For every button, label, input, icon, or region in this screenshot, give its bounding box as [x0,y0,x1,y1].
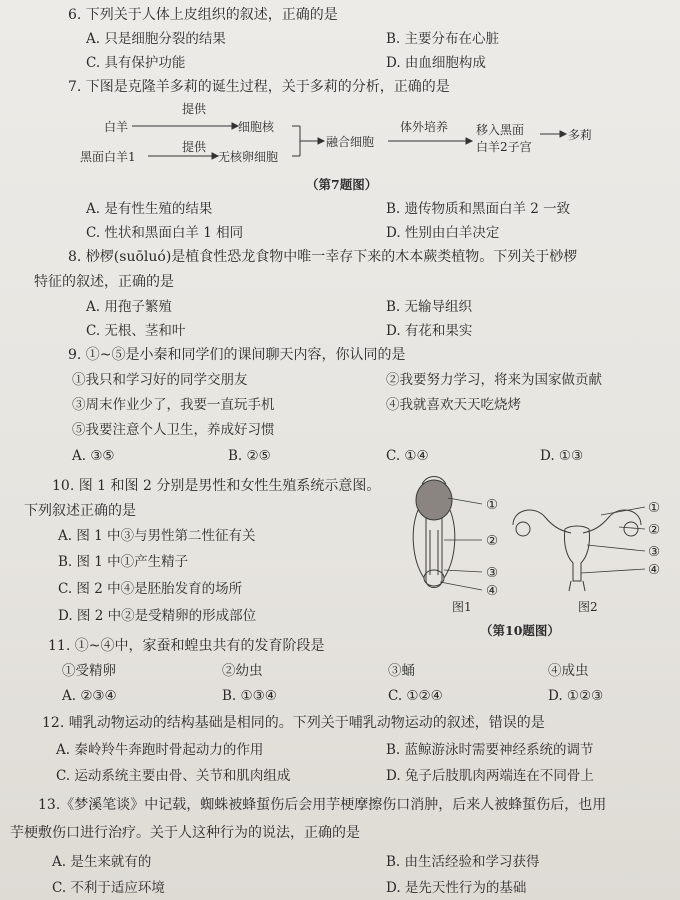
q10-option-c: C. 图 2 中④是胚胎发育的场所 [58,581,243,597]
q11-stem: 11. ①~④中，家蚕和蝗虫共有的发育阶段是 [48,638,325,654]
q8-stem-continued: 特征的叙述，正确的是 [34,274,174,290]
q7-label-nucleus: 细胞核 [238,120,275,134]
q7-option-c: C. 性状和黑面白羊 1 相同 [86,225,244,241]
q6-option-c: C. 具有保护功能 [86,55,186,71]
q11-option-c: C. ①②④ [388,688,443,704]
q11-stage-2: ②幼虫 [222,663,263,679]
q9-statement-3: ③周末作业少了，我要一直玩手机 [72,397,275,413]
figure-1-label-4: ④ [486,583,499,599]
q7-label-dolly: 多莉 [568,128,593,142]
q7-stem: 7. 下图是克隆羊多莉的诞生过程，关于多莉的分析，正确的是 [68,79,450,95]
q6-option-a: A. 只是细胞分裂的结果 [86,31,226,47]
q8-stem: 8. 桫椤(suōluó)是植食性恐龙食物中唯一幸存下来的木本蕨类植物。下列关于桫椤 [68,249,578,265]
figure-2-name: 图2 [578,600,598,614]
q7-label-transfer-1: 移入黑面 [476,123,525,137]
q7-label-black-sheep-1: 黑面白羊1 [80,150,136,164]
q7-flow-arrows [0,0,680,190]
q10-stem-continued: 下列叙述正确的是 [24,503,136,519]
q8-option-a: A. 用孢子繁殖 [86,299,172,315]
figure-2-label-1: ① [648,500,661,516]
q9-option-c: C. ①④ [386,448,429,464]
q9-stem: 9. ①~⑤是小秦和同学们的课间聊天内容，你认同的是 [68,347,406,363]
q7-option-b: B. 遗传物质和黑面白羊 2 一致 [386,201,571,217]
q13-stem-continued: 芋梗敷伤口进行治疗。关于人这种行为的说法，正确的是 [10,825,360,841]
q12-stem: 12. 哺乳动物运动的结构基础是相同的。下列关于哺乳动物运动的叙述，错误的是 [42,715,545,731]
figure-1-label-2: ② [486,533,499,549]
q9-statement-2: ②我要努力学习，将来为国家做贡献 [386,372,602,388]
q11-option-a: A. ②③④ [62,688,117,704]
q10-option-a: A. 图 1 中③与男性第二性征有关 [58,528,256,544]
q11-stage-3: ③蛹 [388,663,415,679]
q12-option-a: A. 秦岭羚牛奔跑时骨起动力的作用 [56,742,264,758]
figure-2-label-2: ② [648,522,661,538]
q11-option-b: B. ①③④ [222,688,277,704]
figure-2-label-4: ④ [648,562,661,578]
q11-stage-1: ①受精卵 [62,663,116,679]
q13-option-d: D. 是先天性行为的基础 [386,880,527,896]
q7-label-fused-cell: 融合细胞 [326,135,375,149]
q12-option-b: B. 蓝鲸游泳时需要神经系统的调节 [386,742,594,758]
q6-stem: 6. 下列关于人体上皮组织的叙述，正确的是 [68,7,338,23]
q6-option-b: B. 主要分布在心脏 [386,31,500,47]
figure-1-label-3: ③ [486,565,499,581]
q7-label-culture: 体外培养 [400,120,449,134]
q12-option-d: D. 兔子后肢肌肉两端连在不同骨上 [386,768,594,784]
q9-statement-5: ⑤我要注意个人卫生，养成好习惯 [72,422,275,438]
q6-option-d: D. 由血细胞构成 [386,55,486,71]
q8-option-d: D. 有花和果实 [386,323,473,339]
q11-stage-4: ④成虫 [548,663,589,679]
q7-option-a: A. 是有性生殖的结果 [86,201,213,217]
q13-option-b: B. 由生活经验和学习获得 [386,854,540,870]
q13-option-a: A. 是生来就有的 [52,854,152,870]
figure-1-name: 图1 [452,600,472,614]
figure-1-male-system [400,470,520,600]
q12-option-c: C. 运动系统主要由骨、关节和肌肉组成 [56,768,291,784]
q10-caption: （第10题图） [480,623,560,638]
q9-option-a: A. ③⑤ [72,448,115,464]
figure-2-label-3: ③ [648,544,661,560]
q9-option-d: D. ①③ [540,448,584,464]
q7-caption: （第7题图） [306,177,378,192]
q8-option-b: B. 无输导组织 [386,299,473,315]
q7-label-provide-1: 提供 [182,102,207,116]
q9-statement-4: ④我就喜欢天天吃烧烤 [386,397,521,413]
q7-label-transfer-2: 白羊2子宫 [476,140,532,154]
q9-statement-1: ①我只和学习好的同学交朋友 [72,372,248,388]
q7-option-d: D. 性别由白羊决定 [386,225,500,241]
q7-label-egg: 无核卵细胞 [218,150,279,164]
figure-2-female-system [505,495,655,595]
figure-1-label-1: ① [486,497,499,513]
q8-option-c: C. 无根、茎和叶 [86,323,186,339]
q13-option-c: C. 不利于适应环境 [52,880,165,896]
q7-label-provide-2: 提供 [182,140,207,154]
q7-label-white-sheep: 白羊 [104,120,129,134]
q11-option-d: D. ①②③ [548,688,604,704]
q10-option-d: D. 图 2 中②是受精卵的形成部位 [58,608,257,624]
q10-stem: 10. 图 1 和图 2 分别是男性和女性生殖系统示意图。 [52,478,381,494]
q13-stem: 13.《梦溪笔谈》中记载，蜘蛛被蜂蜇伤后会用芋梗摩擦伤口消肿，后来人被蜂蜇伤后，也用 [38,797,607,813]
q9-option-b: B. ②⑤ [228,448,271,464]
q10-option-b: B. 图 1 中①产生精子 [58,554,189,570]
